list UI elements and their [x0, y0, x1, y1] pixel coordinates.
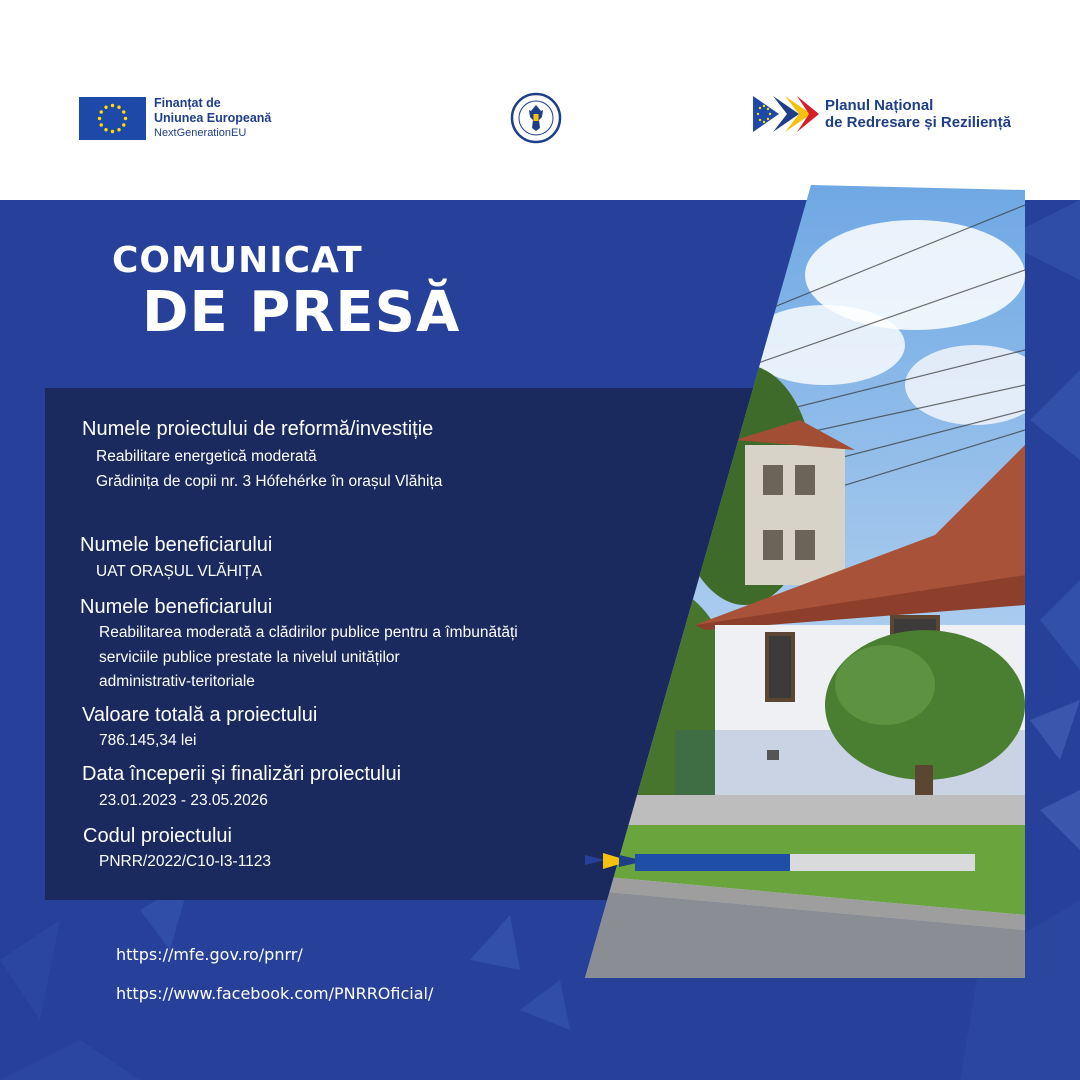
- pnrr-logo-line1: Planul Național: [825, 97, 934, 114]
- kindergarten-building-photo: [585, 185, 1025, 978]
- project-name-value-line1: Reabilitare energetică moderată: [96, 448, 317, 465]
- eu-star: [104, 128, 107, 131]
- eu-star: [117, 105, 120, 108]
- eu-star: [100, 110, 103, 113]
- title-line1: COMUNICAT: [112, 240, 363, 281]
- pnrr-flag-arrows-icon: [753, 96, 819, 132]
- beneficiary-label-2: Numele beneficiarului: [80, 596, 273, 618]
- total-value-value: 786.145,34 lei: [99, 732, 197, 749]
- description-value-line2: serviciile publice prestate la nivelul unităților: [99, 649, 400, 666]
- project-code-value: PNRR/2022/C10-I3-1123: [99, 853, 272, 870]
- pnrr-logo-line2: de Redresare și Reziliență: [825, 114, 1011, 131]
- dates-value: 23.01.2023 - 23.05.2026: [99, 792, 268, 809]
- eu-funding-logo: [79, 96, 271, 140]
- eu-star: [117, 128, 120, 131]
- description-value-line1: Reabilitarea moderată a clădirilor publice pentru a îmbunătăți: [99, 624, 518, 641]
- eu-star: [122, 123, 125, 126]
- title-line2: DE PRESĂ: [142, 280, 461, 345]
- eu-star: [111, 129, 114, 132]
- eu-funding-line1: Finanțat de: [154, 96, 221, 110]
- eu-flag-icon: [79, 97, 146, 140]
- project-name-value-line2: Grădinița de copii nr. 3 Hófehérke în orașul Vlăhița: [96, 473, 443, 490]
- eu-star: [98, 116, 101, 119]
- dates-label: Data începerii și finalizări proiectului: [82, 763, 402, 785]
- beneficiary-label: Numele beneficiarului: [80, 534, 273, 556]
- project-code-label: Codul proiectului: [83, 825, 232, 847]
- project-name-label: Numele proiectului de reformă/investiție: [82, 418, 434, 440]
- eu-funding-line2: Uniunea Europeană: [154, 111, 272, 125]
- guvernul-romaniei-emblem: [510, 92, 562, 144]
- eu-star: [122, 110, 125, 113]
- eu-star: [124, 116, 127, 119]
- beneficiary-value: UAT ORAȘUL VLĂHIȚA: [96, 563, 262, 580]
- eu-star: [104, 105, 107, 108]
- facebook-link[interactable]: https://www.facebook.com/PNRROficial/: [116, 984, 434, 1003]
- eu-star: [111, 103, 114, 106]
- eu-funding-line3: NextGenerationEU: [154, 127, 247, 139]
- total-value-label: Valoare totală a proiectului: [82, 704, 318, 726]
- eu-star: [100, 123, 103, 126]
- mfe-link[interactable]: https://mfe.gov.ro/pnrr/: [116, 945, 303, 964]
- pnrr-logo: [753, 96, 1011, 132]
- description-value-line3: administrativ-teritoriale: [99, 673, 255, 690]
- header-bar: [0, 0, 1080, 200]
